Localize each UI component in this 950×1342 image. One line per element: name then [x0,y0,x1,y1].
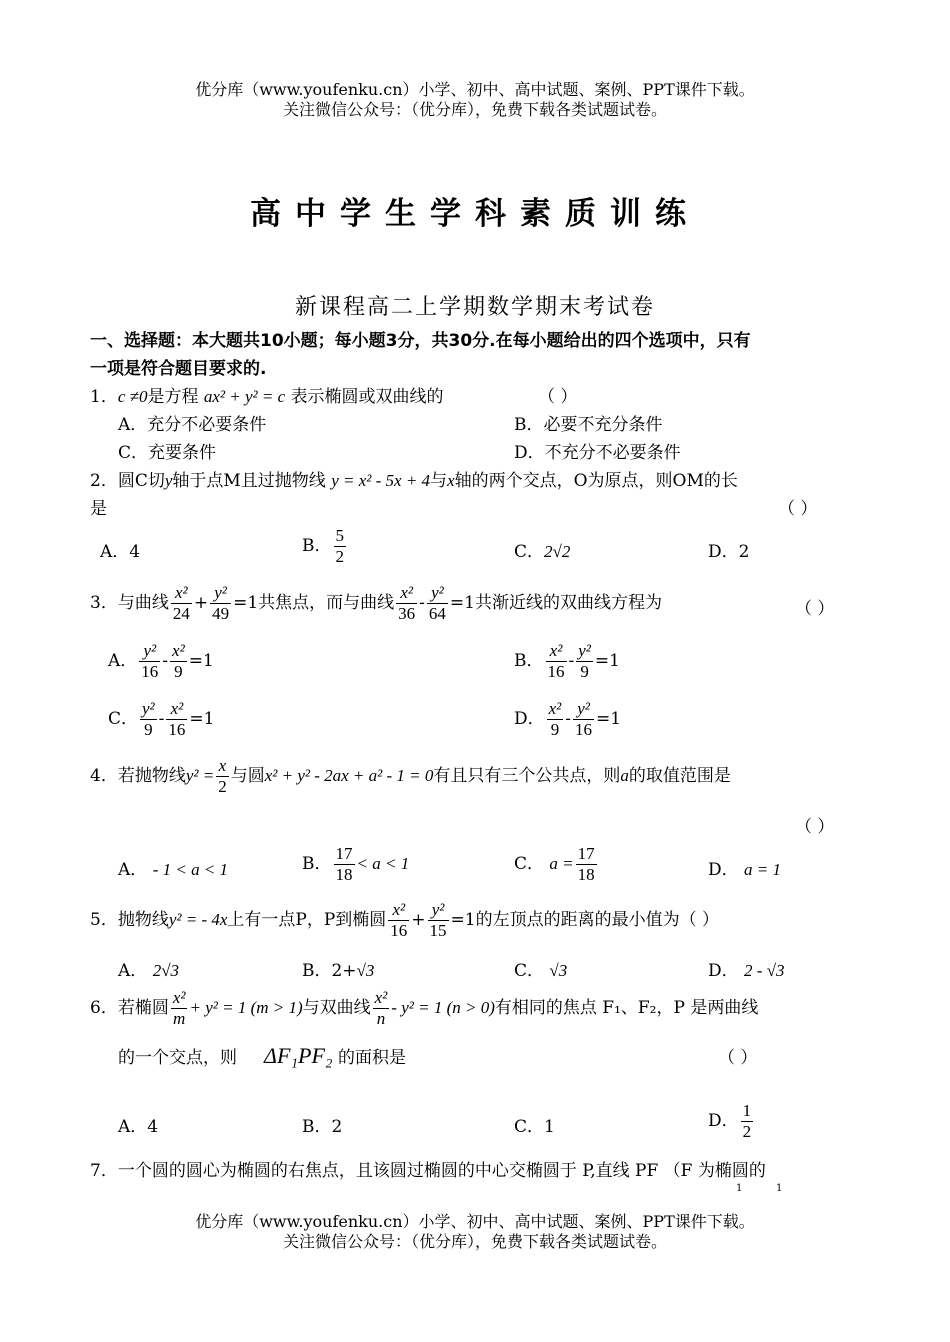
section-heading-line-1: 一、选择题：本大题共10小题；每小题3分，共30分.在每小题给出的四个选项中，只有 [90,331,751,351]
q4-b-den: 18 [335,865,353,884]
q2-y-var: y [164,471,173,490]
q3-b-f1-den: 16 [547,662,565,681]
footer-line-1: 优分库（www.youfenku.cn）小学、初中、高中试题、案例、PPT课件下载。 [195,1212,755,1231]
q3-c-f1 [140,699,157,740]
q2-text-2: 轴于点M且过抛物线 [172,471,326,491]
q4-b-rest: < a < 1 [356,854,410,873]
q5-d-math: 2 - √3 [744,961,785,980]
q3-d-f1-num: x² [548,699,562,718]
q5-text-3: 的左顶点的距离的最小值为（ ） [475,910,720,930]
question-7-stem [90,1156,766,1181]
q3-f1b-num: y² [214,583,227,602]
q4-option-c [514,844,599,885]
q3-f2-eq: =1 [449,593,475,613]
q5-f2-num: y² [431,900,445,919]
exam-subtitle: 新课程高二上学期数学期末考试卷 [294,295,655,320]
q5-option-b [302,956,374,981]
q2-x-var: x [447,471,455,490]
q4-option-d [708,855,781,880]
q6-f1-den: m [171,1008,188,1029]
q3-f2a [396,583,417,624]
q6-answer-bracket: （ ） [718,1048,758,1068]
q6-f2-den: n [373,1008,390,1029]
q3-f1a-den: 24 [172,604,190,623]
q5-f2 [428,900,449,941]
q4-b-num: 17 [335,844,353,863]
q5-f1-den: 16 [390,921,408,940]
question-1-stem [90,382,444,407]
q2-option-b [302,526,348,567]
q2-c-math: 2√2 [544,542,571,561]
q2-b-num: 5 [335,526,344,545]
q3-option-d [514,699,621,740]
q7-subscript-2: 1 [776,1183,783,1194]
q3-d-f1-den: 9 [547,719,564,740]
q6-d-den: 2 [742,1122,752,1141]
footer-line-2: 关注微信公众号：（优分库），免费下载各类试题试卷。 [282,1232,667,1251]
q2-text-4: 轴的两个交点，O为原点，则OM的长 [454,471,738,491]
q6-text-4: 的面积是 [337,1048,406,1068]
q3-b-f1-num: x² [549,641,563,660]
q4-lhs: y² = [185,766,215,785]
q2-option-b-fraction [334,526,347,567]
q3-d-f1 [547,699,564,740]
q5-parabola: y² = - 4x [168,910,228,929]
q7-number: 7． [90,1161,118,1181]
q6-hyperbola-rest: - y² = 1 (n > 0) [391,998,495,1017]
q3-minus: - [419,593,425,613]
q4-d-label: D． [708,860,739,880]
q4-option-a [118,855,228,880]
q6-number: 6． [90,998,118,1018]
q2-option-b-label: B． [302,536,332,556]
q3-a-eq: =1 [188,651,214,671]
q3-option-b [514,641,620,682]
q4-d-math: a = 1 [744,860,782,879]
q3-c-f1-num: y² [142,699,155,718]
q6-d-fraction [741,1101,754,1142]
q3-f1-eq: =1 [233,593,259,613]
q6-text-3: 有相同的焦点 F₁、F₂，P 是两曲线 [494,998,759,1018]
q3-b-eq: =1 [594,651,620,671]
q2-option-a: A．4 [100,542,141,562]
q6-option-a: A．4 [118,1117,159,1137]
header-line-1: 优分库（www.youfenku.cn）小学、初中、高中试题、案例、PPT课件下载。 [195,80,755,99]
q3-c-f2 [166,699,187,740]
q7-subscript-1: 1 [736,1183,743,1194]
q2-number: 2． [90,471,118,491]
q5-a-label: A． [118,961,148,981]
q3-c-eq: =1 [189,709,215,729]
q4-text-2: 与圆 [230,766,265,786]
q3-plus: + [193,593,209,613]
q6-ellipse-rest: + y² = 1 (m > 1) [189,998,303,1017]
q3-f2b [427,583,448,624]
q2-option-d: D．2 [708,542,750,562]
q6-d-num: 1 [742,1101,752,1120]
q5-c-label: C． [514,961,545,981]
q3-d-label: D． [514,709,545,729]
q4-f-den: 2 [218,777,227,796]
q2-stem-line-2: 是 [90,499,107,519]
q6-f2 [373,988,390,1029]
q3-b-label: B． [514,651,544,671]
q4-number: 4． [90,766,118,786]
q4-a-label: A． [118,860,148,880]
q5-text-2: 上有一点P，P到椭圆 [227,910,387,930]
q4-c-den: 18 [577,865,595,884]
q3-f2a-num: x² [400,583,413,602]
q5-number: 5． [90,910,118,930]
q3-d-f2-num: y² [577,699,590,718]
q1-math-cond: c ≠0 [117,387,148,406]
q3-a-f2 [170,641,187,682]
q5-b-math: √3 [356,961,375,980]
q1-option-a: A．充分不必要条件 [118,415,267,435]
header-line-2: 关注微信公众号：（优分库），免费下载各类试题试卷。 [282,100,667,119]
q4-c-num: 17 [577,844,595,863]
q3-d-f2 [573,699,594,740]
page-title: 高中学生学科素质训练 [250,196,700,232]
q5-option-d [708,956,785,981]
q4-a-var: a [620,766,629,785]
q3-text-3: 共渐近线的双曲线方程为 [474,593,662,613]
q3-b-minus: - [568,651,575,671]
question-4-stem [90,756,731,797]
q5-b-label: B．2+ [302,961,357,981]
q2-b-den: 2 [335,547,344,566]
q6-f1 [171,988,188,1029]
q1-option-c: C．充要条件 [118,443,217,463]
q4-c-label: C． [514,854,545,874]
q2-option-c-label: C． [514,542,545,562]
q1-option-b: B．必要不充分条件 [514,415,663,435]
q3-f1a [171,583,192,624]
q5-option-c [514,956,567,981]
q3-f1a-num: x² [175,583,188,602]
q3-option-a [108,641,214,682]
q3-f1b-den: 49 [212,604,230,623]
q6-triangle: ΔF₁PF₂ [264,1043,333,1068]
q3-d-eq: =1 [596,709,622,729]
q1-text: 是方程 [147,387,199,407]
q4-f-num: x [218,756,227,775]
q3-option-c [108,699,214,740]
q4-b-label: B． [302,854,332,874]
q3-number: 3． [90,593,118,613]
q6-f1-num: x² [172,988,186,1007]
question-6-stem [90,988,758,1029]
q6-line2-text: 的一个交点，则 [118,1048,237,1068]
q2-answer-bracket: （ ） [778,499,818,519]
q4-a-math: - 1 < a < 1 [152,860,229,879]
q3-c-label: C． [108,709,139,729]
q3-a-f2-num: x² [172,641,185,660]
q4-answer-bracket: （ ） [795,817,835,837]
q5-f1 [388,900,409,941]
q5-text-1: 抛物线 [117,910,169,930]
q4-c-lhs: a = [549,854,574,873]
q6-f2-num: x² [374,988,388,1007]
q3-a-minus: - [162,651,169,671]
q4-text-4: 的取值范围是 [628,766,731,786]
section-heading-line-2: 一项是符合题目要求的. [90,359,267,379]
q4-circle: x² + y² - 2ax + a² - 1 = 0 [264,766,434,785]
q4-option-b [302,844,409,885]
q1-number: 1． [90,387,118,407]
q2-text-3: 与 [430,471,448,491]
q3-d-minus: - [565,709,572,729]
q3-c-f2-den: 16 [168,720,186,739]
q6-d-label: D． [708,1111,739,1131]
q3-c-f1-den: 9 [140,719,157,740]
q7-text: 一个圆的圆心为椭圆的右焦点，且该圆过椭圆的中心交椭圆于 P,直线 PF （F 为椭圆的 [117,1161,766,1181]
question-2-stem [90,466,738,491]
q6-stem-line-2 [118,1043,406,1069]
q1-equation: ax² + y² = c [203,387,286,406]
q3-text-1: 与曲线 [117,593,169,613]
q3-text-2: 共焦点，而与曲线 [258,593,395,613]
q5-eq: =1 [450,910,476,930]
q3-a-f1-num: y² [143,641,157,660]
q5-a-math: 2√3 [152,961,180,980]
question-3-stem [90,583,662,624]
q1-option-d: D．不充分不必要条件 [514,443,681,463]
q5-f1-num: x² [392,900,406,919]
q3-d-f2-den: 16 [575,720,593,739]
q4-c-fraction [576,844,597,885]
q3-c-minus: - [158,709,165,729]
q3-f2b-den: 64 [428,604,446,623]
q4-text-1: 若抛物线 [117,766,186,786]
q6-text-2: 与双曲线 [302,998,371,1018]
q6-option-b: B．2 [302,1117,343,1137]
question-5-stem: 5．抛物线y² = - 4x上有一点P，P到椭圆 $\frac{\text{x²}}{16}$ + $\frac{\text{y²}}{15}$ =1的左顶点的距离的最小值为（ ） [90,900,720,940]
q3-c-f2-num: x² [170,699,184,718]
q5-c-math: √3 [549,961,568,980]
q3-b-f2-num: y² [578,641,591,660]
q6-option-d [708,1101,755,1142]
q2-text-1: 圆C切 [117,471,165,491]
q3-a-f1-den: 16 [141,662,159,681]
q3-f2b-num: y² [431,583,444,602]
q4-text-3: 有且只有三个公共点，则 [433,766,621,786]
q3-a-f1 [139,641,160,682]
q3-f2a-den: 36 [398,604,416,623]
q4-b-fraction [334,844,355,885]
q3-b-f2-den: 9 [576,661,593,682]
q4-fraction [216,756,229,797]
q6-option-c: C．1 [514,1117,555,1137]
q5-option-a [118,956,179,981]
q3-b-f1 [546,641,567,682]
q1-text-2: 表示椭圆或双曲线的 [290,387,444,407]
q5-f2-den: 15 [429,921,447,940]
q3-answer-bracket: （ ） [795,599,835,619]
q5-d-label: D． [708,961,739,981]
q3-a-label: A． [108,651,138,671]
q6-text-1: 若椭圆 [117,998,169,1018]
q3-f1b [210,583,231,624]
q3-a-f2-den: 9 [170,661,187,682]
q1-answer-bracket: （ ） [538,387,578,407]
q3-b-f2 [576,641,593,682]
q2-parabola: y = x² - 5x + 4 [331,471,431,490]
q2-option-c [514,537,570,562]
